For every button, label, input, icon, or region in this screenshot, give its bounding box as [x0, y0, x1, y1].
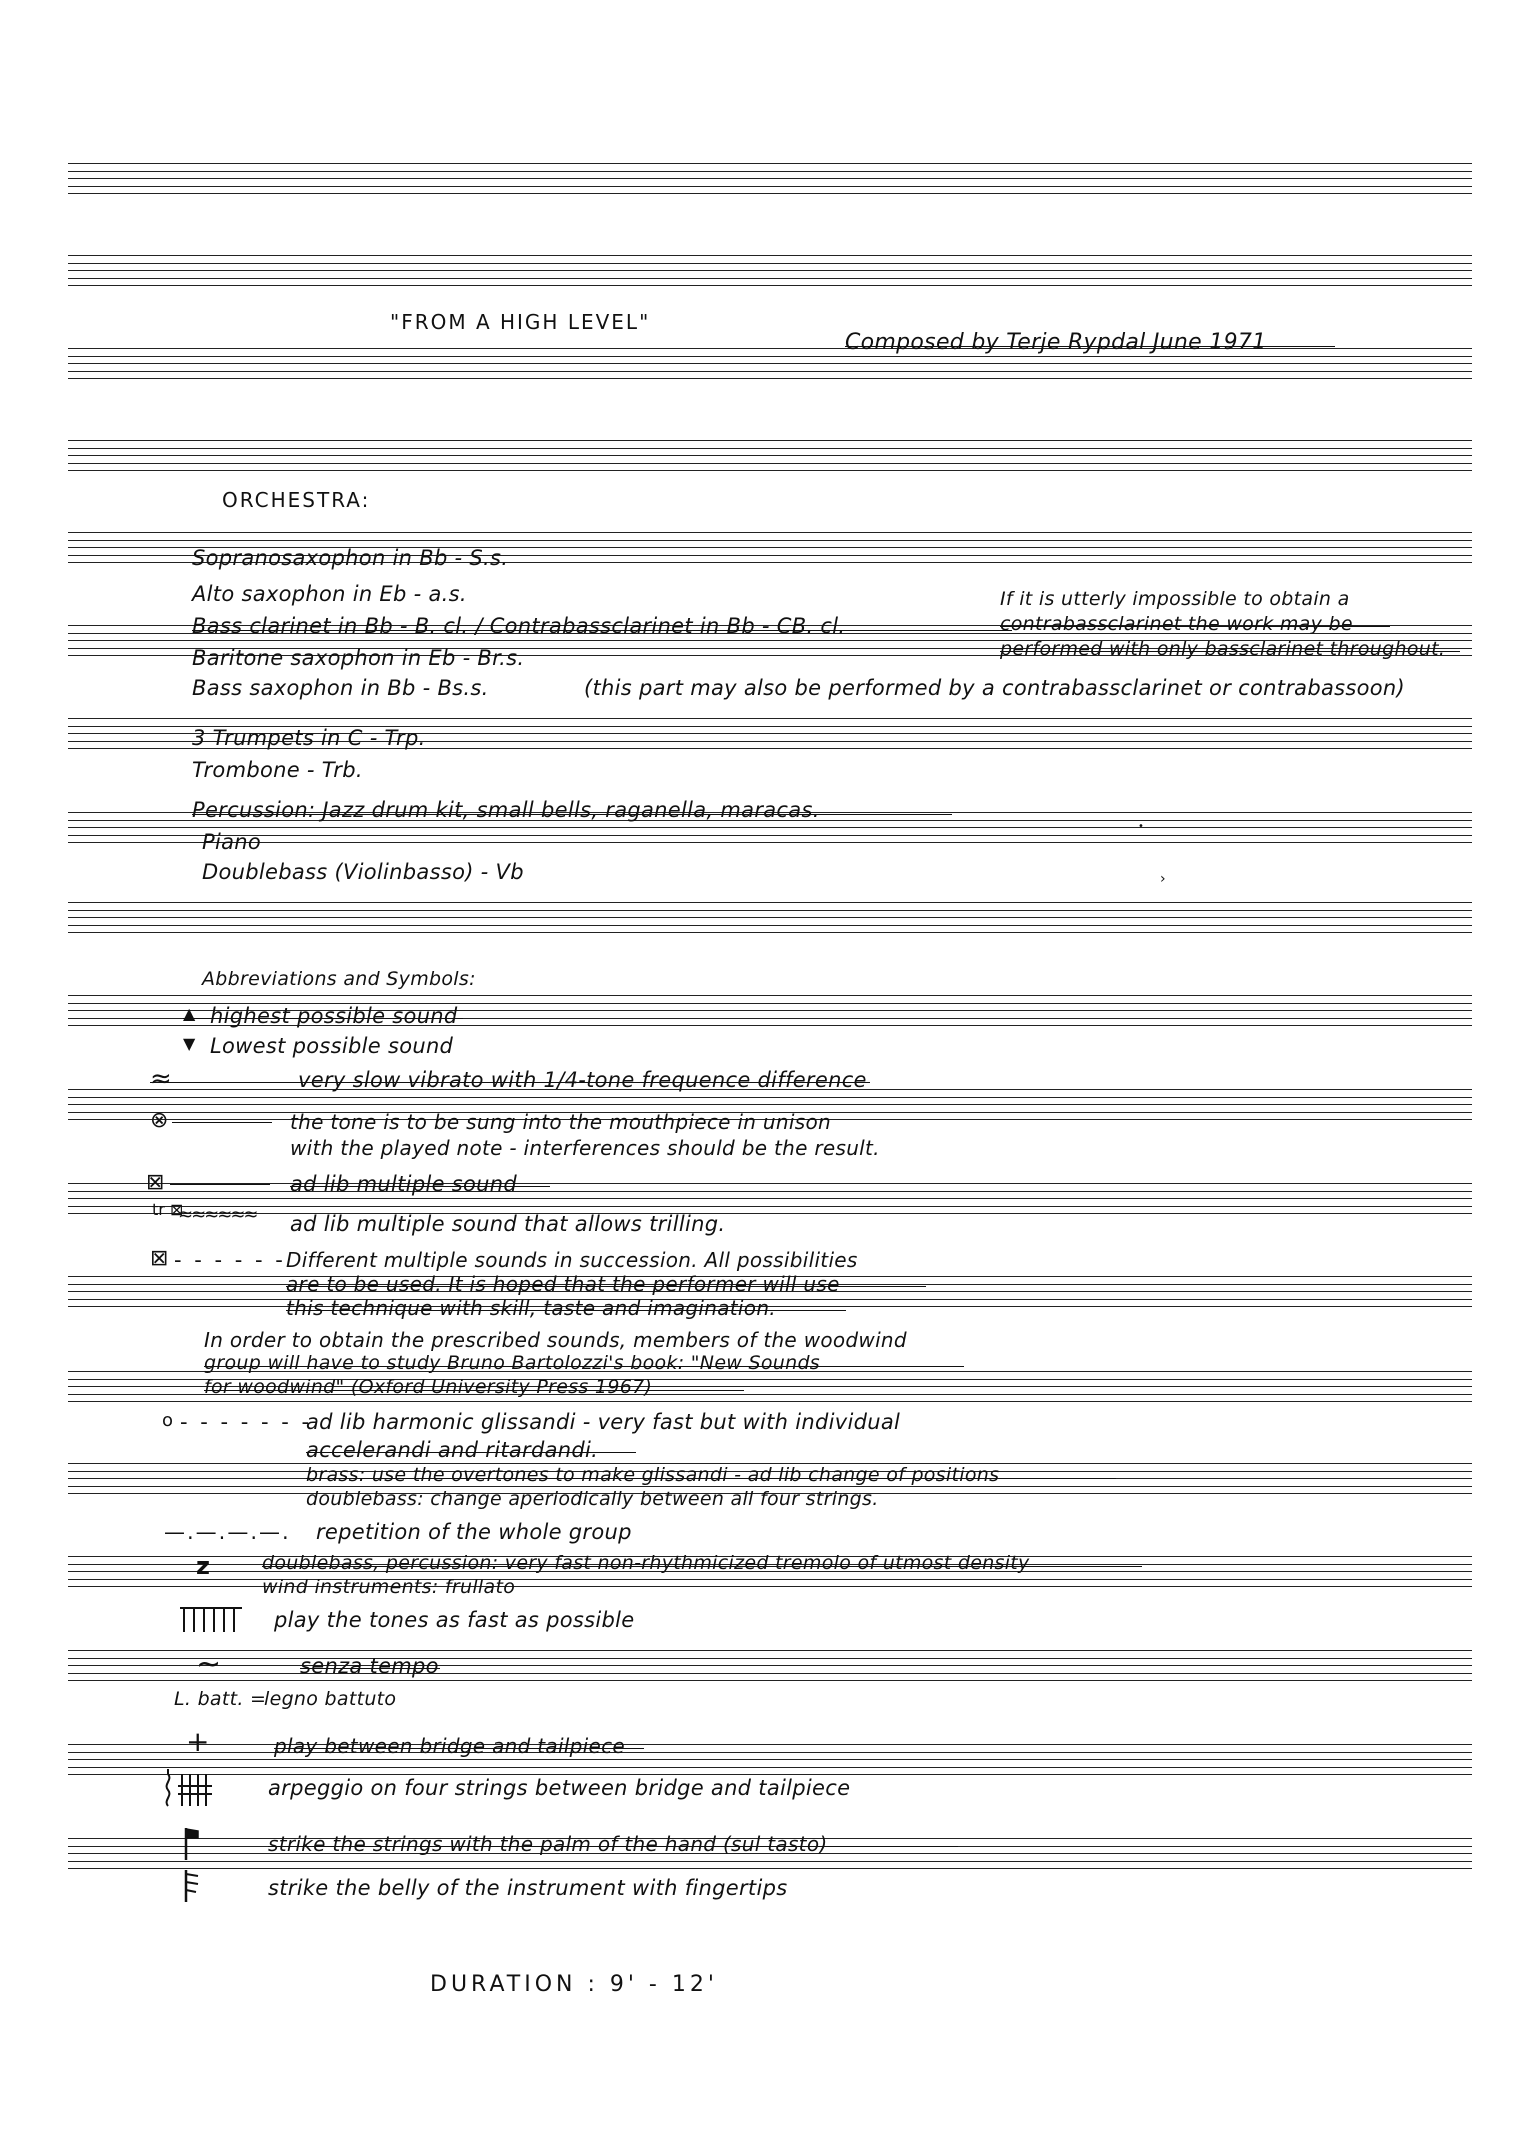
percussion-strike [192, 814, 952, 815]
staff [68, 902, 1472, 934]
abbr-bridge-tailpiece: play between bridge and tailpiece [274, 1734, 626, 1758]
staff-line [68, 1097, 1472, 1098]
senza-tempo-icon: ~ [196, 1647, 222, 1682]
staff [68, 440, 1472, 472]
tremolo-strike [262, 1566, 1142, 1567]
sung-tone-icon: ⊗ [150, 1108, 169, 1133]
staff-line [68, 1213, 1472, 1214]
abbr-fast-tones: play the tones as fast as possible [274, 1608, 635, 1632]
staff-line [68, 1183, 1472, 1184]
abbr-sung-tone-1: the tone is to be sung into the mouthpiece in unison [290, 1110, 831, 1134]
staff-line [68, 448, 1472, 449]
repetition-dash-dot-icon: —.—.—.—. [164, 1520, 291, 1544]
instrument-bass-clarinet: Bass clarinet in Bb - B. cl. / Contrabassclarinet in Bb - CB. cl. [192, 614, 846, 638]
staff-line [68, 178, 1472, 179]
instrument-trumpets: 3 Trumpets in C - Trp. [192, 726, 426, 750]
staff-line [68, 285, 1472, 286]
instrument-trombone: Trombone - Trb. [192, 758, 363, 782]
staff-line [68, 932, 1472, 933]
abbr-accelerandi: accelerandi and ritardandi. [306, 1438, 599, 1462]
staff-line [68, 1665, 1472, 1666]
instrument-baritone-sax: Baritone saxophon in Eb - Br.s. [192, 646, 525, 670]
legno-battuto-abbr: L. batt. = [174, 1688, 267, 1710]
trill-multiple-sound-icon: tr ⊠ [152, 1200, 184, 1219]
multiple-sound-line [170, 1184, 270, 1185]
staff-line [68, 463, 1472, 464]
palm-strike-icon [180, 1826, 202, 1862]
palm-strike-strike [268, 1846, 958, 1847]
abbr-sung-tone-2: with the played note - interferences should be the result. [290, 1136, 880, 1160]
vibrato-wave-icon: ≈ [150, 1064, 172, 1094]
succession-strike-2 [286, 1310, 846, 1311]
brass-strike [306, 1478, 1116, 1479]
harmonic-dash-line-icon: - - - - - - - [180, 1410, 313, 1434]
staff-line [68, 440, 1472, 441]
abbr-highest-sound: highest possible sound [210, 1004, 458, 1028]
woodwind-strike-2 [204, 1390, 744, 1391]
abbreviations-heading: Abbreviations and Symbols: [202, 968, 476, 990]
woodwind-note-2: group will have to study Bruno Bartolozzi's book: "New Sounds [204, 1352, 821, 1374]
bass-sax-note: (this part may also be performed by a contrabassclarinet or contrabassoon) [584, 676, 1406, 700]
orchestra-heading: ORCHESTRA: [222, 488, 371, 512]
instrument-percussion: Percussion: Jazz drum kit, small bells, raganella, maracas. [192, 798, 820, 822]
tremolo-z-icon: z [196, 1552, 210, 1580]
staff-line [68, 1767, 1472, 1768]
woodwind-strike-1 [204, 1366, 964, 1367]
abbr-succession-1: Different multiple sounds in succession. All possibilities [286, 1248, 858, 1272]
staff-line [68, 263, 1472, 264]
instrument-alto-sax: Alto saxophon in Eb - a.s. [192, 582, 467, 606]
staff-line [68, 917, 1472, 918]
abbr-frullato: wind instruments: frullato [262, 1576, 516, 1598]
staff [68, 163, 1472, 195]
abbr-multiple-sound: ad lib multiple sound [290, 1172, 518, 1196]
abbr-slow-vibrato: very slow vibrato with 1/4-tone frequence difference [298, 1068, 867, 1092]
harmonic-circle-icon: o [162, 1410, 174, 1431]
side-note-strike-2 [1000, 651, 1460, 652]
staff-line [68, 1401, 1472, 1402]
staff [68, 255, 1472, 287]
abbr-harmonic-glissandi: ad lib harmonic glissandi - very fast but with individual [306, 1410, 901, 1434]
duration-label: DURATION : 9' - 12' [430, 1972, 718, 1997]
vibrato-strike [150, 1082, 870, 1083]
staff-line [68, 278, 1472, 279]
staff-line [68, 255, 1472, 256]
staff-line [68, 1198, 1472, 1199]
composer-credit: Composed by Terje Rypdal June 1971 [845, 330, 1267, 355]
staff-line [68, 371, 1472, 372]
staff-line [68, 925, 1472, 926]
staff-line [68, 1680, 1472, 1681]
fast-tones-beam-icon [176, 1604, 246, 1634]
stray-mark-icon: › [1160, 871, 1166, 887]
trill-lines-icon: ≈≈≈≈≈≈ [178, 1204, 257, 1225]
senza-tempo-strike [300, 1668, 440, 1669]
abbr-succession-2: are to be used. It is hoped that the performer will use [286, 1272, 840, 1296]
instrument-bass-sax: Bass saxophon in Bb - Bs.s. [192, 676, 489, 700]
staff-line [68, 193, 1472, 194]
staff-line [68, 842, 1472, 843]
staff-line [68, 1191, 1472, 1192]
staff-line [68, 1104, 1472, 1105]
staff-line [68, 1206, 1472, 1207]
staff-line [68, 718, 1472, 719]
abbr-doublebass-strings: doublebass: change aperiodically between all four strings. [306, 1488, 879, 1510]
abbr-senza-tempo: senza tempo [300, 1654, 439, 1678]
woodwind-note-1: In order to obtain the prescribed sounds, members of the woodwind [204, 1328, 907, 1352]
abbr-legno-battuto: legno battuto [264, 1688, 397, 1710]
abbr-lowest-sound: Lowest possible sound [210, 1034, 454, 1058]
highest-sound-strike [183, 1018, 463, 1019]
abbr-brass-glissandi: brass: use the overtones to make glissandi - ad lib change of positions [306, 1464, 1000, 1486]
staff-line [68, 186, 1472, 187]
cross-icon: + [186, 1725, 210, 1758]
instrument-piano: Piano [202, 830, 262, 854]
staff-line [68, 1774, 1472, 1775]
succession-strike-1 [286, 1286, 926, 1287]
staff-line [68, 455, 1472, 456]
abbr-succession-3: this technique with skill, taste and imagination. [286, 1296, 776, 1320]
bridge-strike [274, 1748, 644, 1749]
fingertip-strike-icon [180, 1868, 202, 1904]
sung-tone-line [172, 1122, 272, 1123]
staff-line [68, 902, 1472, 903]
triangle-up-icon: ▲ [183, 1004, 196, 1023]
abbr-fingertip-strike: strike the belly of the instrument with fingertips [268, 1876, 788, 1900]
staff-line [68, 356, 1472, 357]
staff-line [68, 1868, 1472, 1869]
multiple-sound-strike [290, 1186, 550, 1187]
succession-sound-icon: ⊠ [150, 1246, 169, 1271]
abbr-tremolo: doublebass, percussion: very fast non-rhythmicized tremolo of utmost density [262, 1552, 1030, 1574]
abbr-arpeggio: arpeggio on four strings between bridge and tailpiece [268, 1776, 851, 1800]
staff-line [68, 163, 1472, 164]
staff-line [68, 171, 1472, 172]
side-note-line-1: If it is utterly impossible to obtain a [1000, 588, 1350, 610]
staff-line [68, 270, 1472, 271]
arpeggio-icon [160, 1768, 214, 1810]
side-note-line-3: performed with only bassclarinet throughout. [1000, 638, 1446, 660]
staff-line [68, 910, 1472, 911]
abbr-repetition: repetition of the whole group [316, 1520, 632, 1544]
staff-line [68, 532, 1472, 533]
staff-line [68, 470, 1472, 471]
woodwind-note-3: for woodwind" (Oxford University Press 1967) [204, 1376, 653, 1398]
dashed-line-icon: - - - - - - [174, 1248, 286, 1272]
staff-line [68, 995, 1472, 996]
staff [68, 1183, 1472, 1215]
staff-line [68, 827, 1472, 828]
page-title: "FROM A HIGH LEVEL" [390, 310, 651, 334]
staff-line [68, 540, 1472, 541]
staff-line [68, 1650, 1472, 1651]
staff-line [68, 835, 1472, 836]
staff-line [68, 1759, 1472, 1760]
abbr-trill-multiple-sound: ad lib multiple sound that allows trilling. [290, 1212, 726, 1236]
staff-line [68, 363, 1472, 364]
side-note-strike-1 [1000, 626, 1390, 627]
bass-clarinet-strike [192, 630, 1012, 631]
instrument-soprano-sax: Sopranosaxophon in Bb - S.s. [192, 546, 509, 570]
accelerandi-strike [306, 1452, 636, 1453]
staff-line [68, 1658, 1472, 1659]
abbr-palm-strike: strike the strings with the palm of the hand (sul tasto) [268, 1832, 828, 1856]
stray-dot-icon: • [1138, 821, 1144, 832]
staff [68, 1647, 1472, 1682]
side-note-line-2: contrabassclarinet the work may be [1000, 613, 1353, 635]
staff-line [68, 1861, 1472, 1862]
staff-line [68, 378, 1472, 379]
multiple-sound-icon: ⊠ [146, 1170, 165, 1195]
composer-strike [845, 346, 1335, 347]
instrument-doublebass: Doublebass (Violinbasso) - Vb [202, 860, 524, 884]
triangle-down-icon: ▼ [183, 1034, 196, 1053]
staff-line [68, 1673, 1472, 1674]
